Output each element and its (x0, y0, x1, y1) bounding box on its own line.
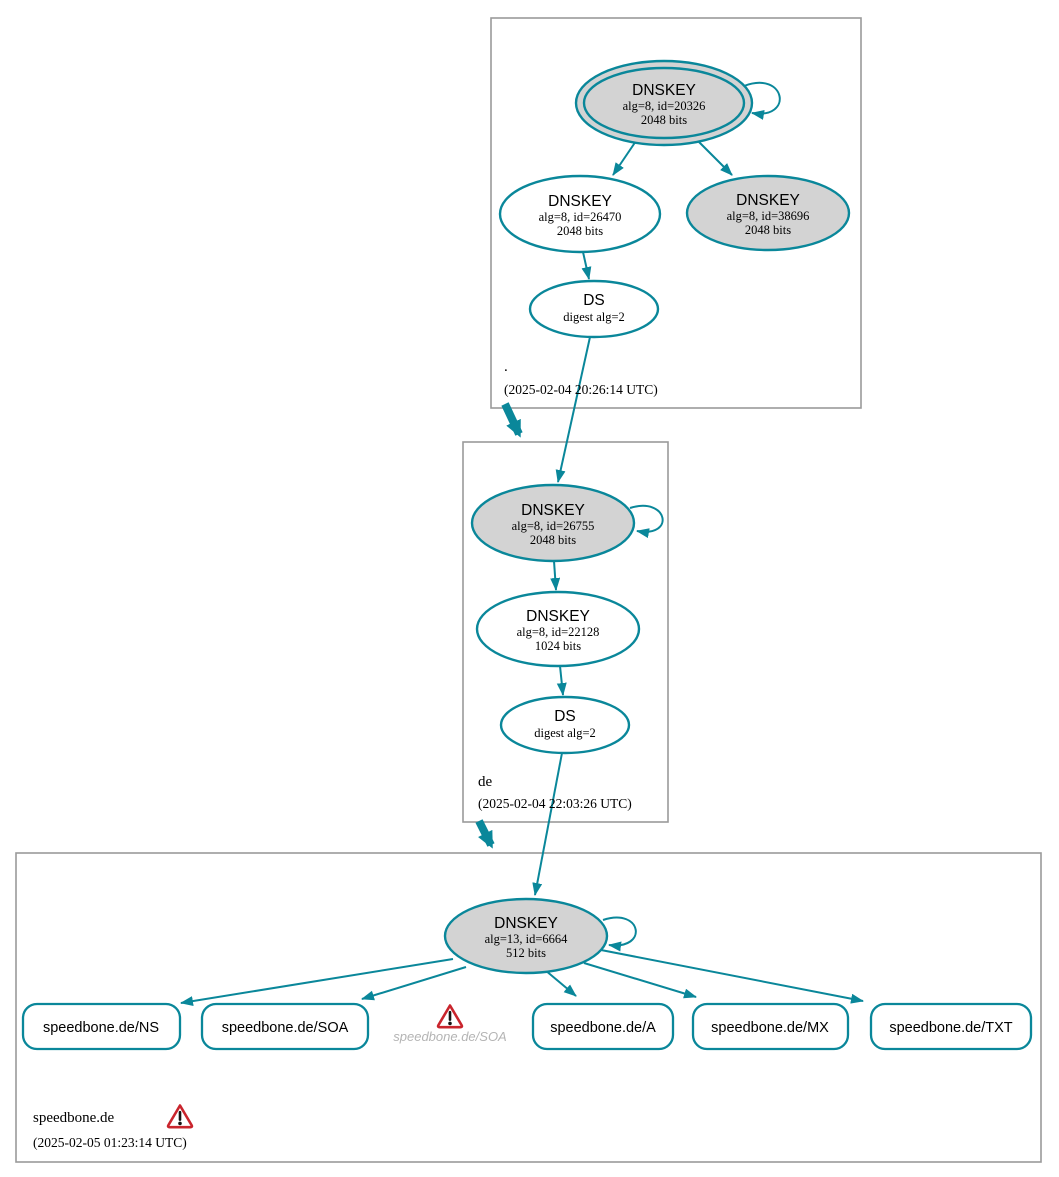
node-detail: alg=8, id=26755 (511, 519, 595, 533)
node-bits: 2048 bits (744, 223, 792, 237)
zone-timestamp-speedbone: (2025-02-05 01:23:14 UTC) (33, 1135, 187, 1150)
node-title: DNSKEY (526, 608, 590, 625)
rrset-label: speedbone.de/A (550, 1020, 656, 1036)
missing-rrset-label: speedbone.de/SOA (393, 1029, 507, 1044)
dnskey-node-zsk-26470[interactable] (500, 176, 660, 252)
rrset-label: speedbone.de/TXT (889, 1020, 1013, 1036)
rrset-node-soa[interactable] (202, 1004, 368, 1049)
node-title: DNSKEY (736, 192, 800, 209)
ds-edge-root-to-de-ksk (558, 337, 590, 482)
zone-timestamp-root: (2025-02-04 20:26:14 UTC) (504, 382, 658, 397)
warning-icon (438, 1006, 462, 1028)
zone-label-speedbone: speedbone.de (33, 1110, 115, 1126)
node-bits: 1024 bits (534, 639, 582, 653)
rrset-label: speedbone.de/SOA (221, 1020, 349, 1036)
node-bits: 2048 bits (640, 113, 688, 127)
node-title: DNSKEY (494, 915, 558, 932)
rrset-node-ns[interactable] (23, 1004, 180, 1049)
edge-zsk-to-ds-de (560, 666, 563, 695)
node-bits: 512 bits (506, 946, 546, 960)
rrsig-edge-to-txt (601, 950, 863, 1001)
missing-rrset-soa[interactable] (393, 1006, 506, 1045)
ds-node-root[interactable] (530, 281, 658, 337)
node-bits: 2048 bits (529, 533, 577, 547)
self-sign-loop-de-ksk (630, 506, 663, 532)
rrset-label: speedbone.de/NS (42, 1020, 160, 1036)
rrsig-edge-ksk-to-key38696 (699, 142, 732, 175)
node-detail: alg=13, id=6664 (484, 932, 568, 946)
node-title: DNSKEY (548, 193, 612, 210)
dnskey-node-6664[interactable] (445, 899, 607, 973)
rrsig-edge-to-ns (181, 959, 453, 1003)
ds-edge-de-to-speedbone-ksk (535, 753, 562, 895)
edge-zsk-to-ds-root (583, 252, 589, 279)
zone-label-de: de (478, 774, 493, 790)
node-title: DS (554, 708, 576, 725)
rrsig-edge-to-a (545, 970, 576, 996)
delegation-arrow-de-to-speedbone (479, 821, 491, 845)
ds-node-de[interactable] (501, 697, 629, 753)
rrsig-edge-to-mx (584, 963, 696, 997)
self-sign-loop-speedbone-ksk (603, 918, 636, 946)
node-detail: alg=8, id=38696 (726, 209, 810, 223)
node-detail: digest alg=2 (563, 310, 625, 324)
node-detail: alg=8, id=20326 (622, 99, 706, 113)
rrset-node-txt[interactable] (871, 1004, 1031, 1049)
dnskey-node-zsk-22128[interactable] (477, 592, 639, 666)
dnskey-node-38696[interactable] (687, 176, 849, 250)
dnskey-node-ksk-20326[interactable] (576, 61, 752, 145)
node-title: DS (583, 292, 605, 309)
rrset-label: speedbone.de/MX (711, 1020, 829, 1036)
node-detail: alg=8, id=22128 (516, 625, 600, 639)
node-detail: digest alg=2 (534, 726, 596, 740)
dnskey-node-ksk-26755[interactable] (472, 485, 634, 561)
node-title: DNSKEY (521, 502, 585, 519)
zone-timestamp-de: (2025-02-04 22:03:26 UTC) (478, 796, 632, 811)
rrset-node-mx[interactable] (693, 1004, 848, 1049)
rrset-node-a[interactable] (533, 1004, 673, 1049)
node-bits: 2048 bits (556, 224, 604, 238)
rrsig-edge-ksk-to-zsk-root (613, 141, 636, 175)
zone-label-root: . (504, 359, 508, 375)
node-detail: alg=8, id=26470 (538, 210, 622, 224)
warning-icon (168, 1106, 192, 1128)
node-title: DNSKEY (632, 82, 696, 99)
rrsig-edge-ksk-to-zsk-de (554, 561, 556, 590)
